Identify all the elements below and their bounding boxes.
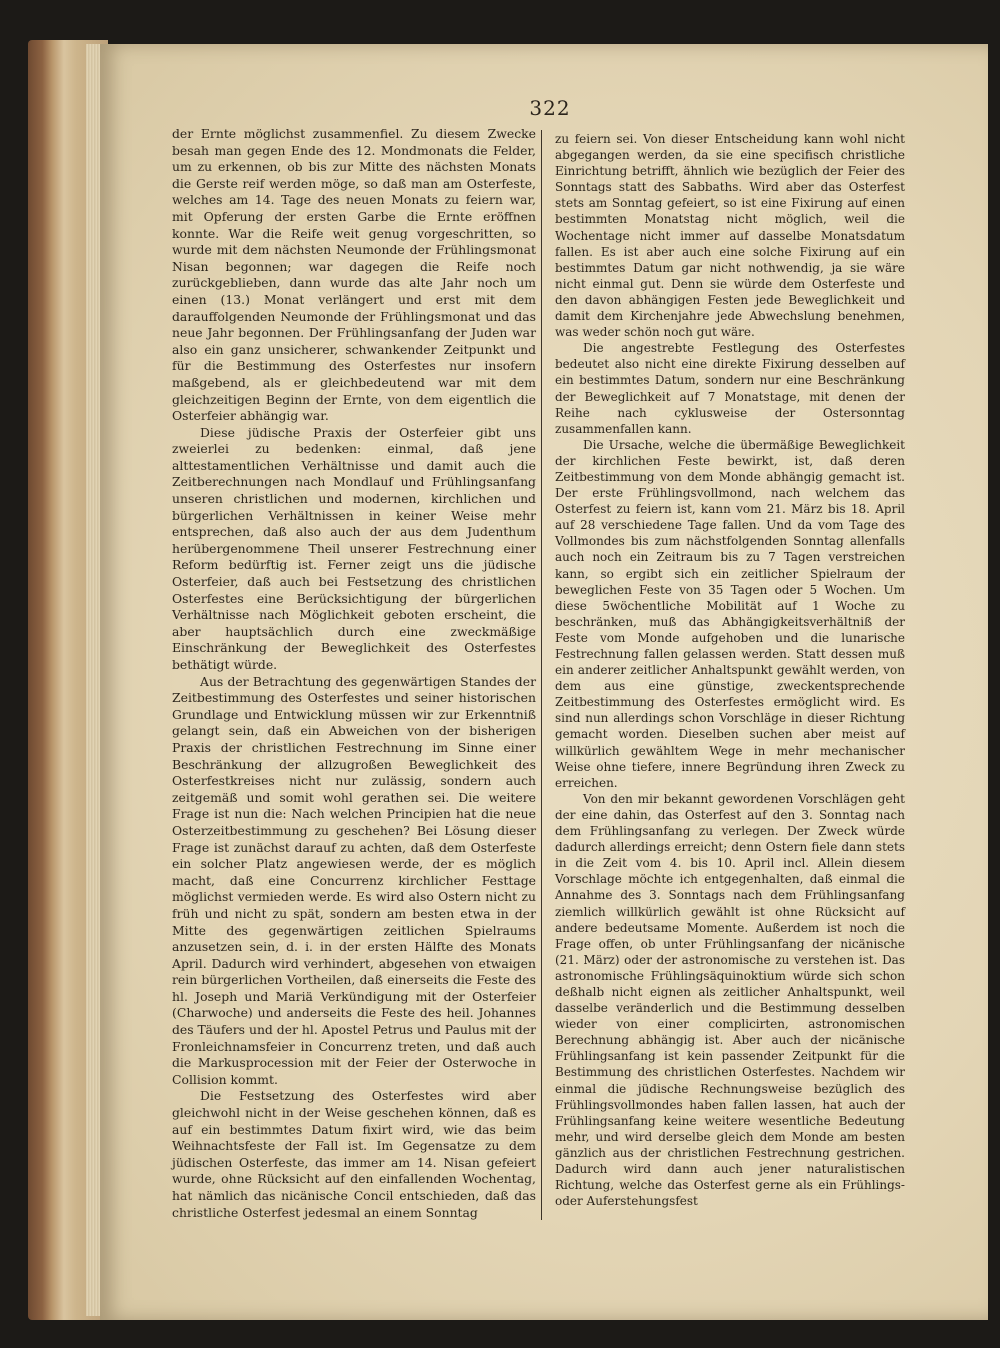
page-number: 322 (529, 96, 571, 120)
paragraph: Von den mir bekannt gewordenen Vorschlägen geht der eine dahin, das Osterfest auf den 3. Sonntag nach dem Frühlingsanfang zu verlegen. Der Zweck würde dadurch allerdings erreicht; denn Ostern fiele dann stets in die Zeit vom 4. bis 10. April incl. Allein diesem Vorschlage möchte ich entgegenhalten, daß einmal die Annahme des 3. Sonntags nach dem Frühlingsanfang ziemlich willkürlich gewählt ist ohne Rücksicht auf andere bedeutsame Momente. Außerdem ist noch die Frage offen, ob unter Frühlingsanfang der nicänische (21. März) oder der astronomische zu verstehen ist. Das astronomische Frühlingsäquinoktium würde sich schon deßhalb nicht eignen als zeitlicher Anhaltspunkt, weil dasselbe veränderlich und die Bestimmung desselben wieder von einer complicirten, astronomischen Berechnung abhängig ist. Aber auch der nicänische Frühlingsanfang ist kein passender Zeitpunkt für die Bestimmung des christlichen Osterfestes. Nachdem wir einmal die jüdische Rechnungsweise bezüglich des Frühlingsvollmondes haben fallen lassen, hat auch der Frühlingsanfang keine weitere wesentliche Bedeutung mehr, und wird derselbe gleich dem Monde am besten gänzlich aus der christlichen Festrechnung gestrichen. Dadurch wird dann auch jener naturalistischen Richtung, welche das Osterfest gerne als ein Frühlings- oder Auferstehungsfest (555, 791, 905, 1209)
paragraph: zu feiern sei. Von dieser Entscheidung kann wohl nicht abgegangen werden, da sie eine specifisch christliche Einrichtung betrifft, ähnlich wie bezüglich der Feier des Sonntags statt des Sabbaths. Wird aber das Osterfest stets am Sonntag gefeiert, so ist eine Fixirung auf einen bestimmten Monatstag nicht möglich, weil die Wochentage nicht immer auf dasselbe Monatsdatum fallen. Es ist aber auch eine solche Fixirung auf ein bestimmtes Datum gar nicht nothwendig, ja sie wäre nicht einmal gut. Denn sie würde dem Osterfeste und den davon abhängigen Festen jede Beweglichkeit und damit dem Kirchenjahre jede Abwechslung benehmen, was weder schön noch gut wäre. (555, 132, 905, 340)
paragraph: Diese jüdische Praxis der Osterfeier gibt uns zweierlei zu bedenken: einmal, daß jene alttestamentlichen Verhältnisse und damit auch die Zeitberechnungen nach Mondlauf und Frühlingsanfang unseren christlichen und modernen, kirchlichen und bürgerlichen Verhältnissen in keiner Weise mehr entsprechen, daß also auch der aus dem Judenthum herübergenommene Theil unserer Festrechnung einer Reform bedürftig ist. Ferner zeigt uns die jüdische Osterfeier, daß auch bei Festsetzung des christlichen Osterfestes eine Berücksichtigung der bürgerlichen Verhältnisse nach Möglichkeit geboten erscheint, die aber hauptsächlich durch eine zweckmäßige Einschränkung der Beweglichkeit des Osterfestes bethätigt würde. (172, 424, 536, 672)
paragraph: Die angestrebte Festlegung des Osterfestes bedeutet also nicht eine direkte Fixirung desselben auf ein bestimmtes Datum, sondern nur eine Beschränkung der Beweglichkeit auf 7 Monatstage, mit denen der Reihe nach cyklusweise der Ostersonntag zusammenfallen kann. (555, 341, 905, 436)
paragraph: Die Festsetzung des Osterfestes wird aber gleichwohl nicht in der Weise geschehen können, daß es auf ein bestimmtes Datum fixirt wird, wie das beim Weihnachtsfeste der Fall ist. Im Gegensatze zu dem jüdischen Osterfeste, das immer am 14. Nisan gefeiert wurde, ohne Rücksicht auf den einfallenden Wochentag, hat nämlich das nicänische Concil entschieden, daß das christliche Osterfest jedesmal an einem Sonntag (172, 1088, 536, 1220)
paragraph: Aus der Betrachtung des gegenwärtigen Standes der Zeitbestimmung des Osterfestes und seiner historischen Grundlage und Entwicklung müssen wir zur Erkenntniß gelangt sein, daß ein Abweichen von der bisherigen Praxis der christlichen Festrechnung im Sinne einer Beschränkung der allzugroßen Beweglichkeit des Osterfestkreises nicht nur zulässig, sondern auch zeitgemäß und somit wohl gerathen sei. Die weitere Frage ist nun die: Nach welchen Principien hat die neue Osterzeitbestimmung zu geschehen? Bei Lösung dieser Frage ist zunächst darauf zu achten, daß dem Osterfeste ein solcher Platz angewiesen werde, der es möglich macht, daß eine Concurrenz kirchlicher Festtage möglichst vermieden werde. Es wird also Ostern nicht zu früh und nicht zu spät, sondern am besten etwa in der Mitte des gegenwärtigen zeitlichen Spielraums anzusetzen sein, d. i. in der ersten Hälfte des Monats April. Dadurch wird verhindert, abgesehen von etwaigen rein bürgerlichen Vortheilen, daß einerseits die Feste des hl. Joseph und Mariä Verkündigung mit der Osterfeier (Charwoche) und anderseits die Feste des heil. Johannes des Täufers und der hl. Apostel Petrus und Paulus mit der Fronleichnamsfeier in Concurrenz treten, und daß auch die Markusprocession mit der Feier der Osterwoche in Collision kommt. (172, 673, 536, 1087)
left-text-column (172, 126, 536, 1221)
paragraph: Die Ursache, welche die übermäßige Beweglichkeit der kirchlichen Feste bewirkt, ist, daß deren Zeitbestimmung von dem Monde abhängig gemacht ist. Der erste Frühlingsvollmond, nach welchem das Osterfest zu feiern ist, kann vom 21. März bis 18. April auf 28 verschiedene Tage fallen. Und da vom Tage des Vollmondes bis zum nächstfolgenden Sonntag allenfalls auch noch ein Zeitraum bis zu 7 Tagen verstreichen kann, so ergibt sich ein zeitlicher Spielraum der beweglichen Feste von 35 Tagen oder 5 Wochen. Um diese 5wöchentliche Mobilität auf 1 Woche zu beschränken, muß das Abhängigkeitsverhältniß der Feste vom Monde aufgehoben und die lunarische Festrechnung fallen gelassen werden. Statt dessen muß ein anderer zeitlicher Anhaltspunkt gewählt werden, von dem aus eine günstige, zweckentsprechende Zeitbestimmung des Osterfestes ermöglicht wird. Es sind nun allerdings schon Vorschläge in dieser Richtung gemacht worden. Dieselben suchen aber meist auf willkürlich gewähltem Wege in mehr mechanischer Weise ohne tiefere, innere Begründung ihren Zweck zu erreichen. (555, 437, 905, 790)
right-text-column (555, 131, 905, 1209)
column-divider (541, 130, 542, 1220)
paragraph: der Ernte möglichst zusammenfiel. Zu diesem Zwecke besah man gegen Ende des 12. Mondmonats die Felder, um zu erkennen, ob bis zur Mitte des nächsten Monats die Gerste reif werden möge, so daß man am Osterfeste, welches am 14. Tage des neuen Monats zu feiern war, mit Opferung der ersten Garbe die Ernte eröffnen konnte. War die Reife weit genug vorgeschritten, so wurde mit dem nächsten Neumonde der Frühlingsmonat Nisan begonnen; war dagegen die Reife noch zurückgeblieben, dann wurde das alte Jahr noch um einen (13.) Monat verlängert und erst mit dem darauffolgenden Neumonde der Frühlingsmonat und das neue Jahr begonnen. Der Frühlingsanfang der Juden war also ein ganz unsicherer, schwankender Zeitpunkt und für die Bestimmung des Osterfestes nur insofern maßgebend, als er gleichbedeutend war mit dem gleichzeitigen Beginn der Ernte, von dem eigentlich die Osterfeier abhängig war. (172, 126, 536, 424)
